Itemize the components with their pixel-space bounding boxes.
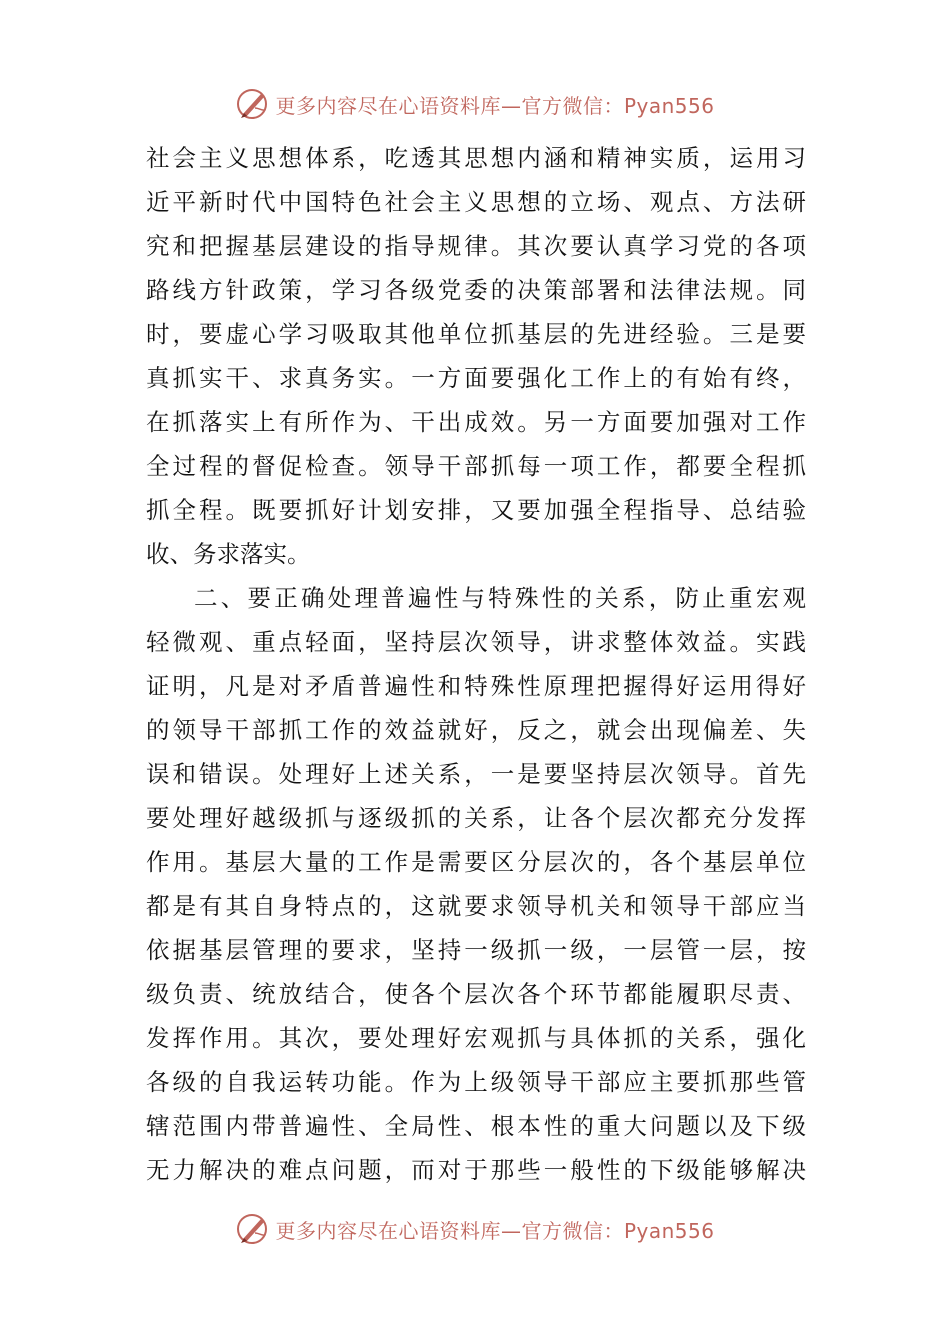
text-line: 作用。基层大量的工作是需要区分层次的，各个基层单位	[146, 848, 806, 876]
text-line: 社会主义思想体系，吃透其思想内涵和精神实质，运用习	[146, 144, 806, 172]
text-line: 的领导干部抓工作的效益就好，反之，就会出现偏差、失	[146, 716, 806, 744]
text-line: 抓全程。既要抓好计划安排，又要加强全程指导、总结验	[146, 496, 806, 524]
text-line: 收、务求落实。	[146, 540, 311, 568]
text-line: 真抓实干、求真务实。一方面要强化工作上的有始有终，	[146, 364, 806, 392]
text-line: 都是有其自身特点的，这就要求领导机关和领导干部应当	[146, 892, 806, 920]
pen-logo-icon	[235, 1211, 271, 1247]
text-line: 路线方针政策，学习各级党委的决策部署和法律法规。同	[146, 276, 806, 304]
paragraph-start-line: 二、要正确处理普遍性与特殊性的关系，防止重宏观	[194, 584, 806, 612]
text-line: 误和错误。处理好上述关系，一是要坚持层次领导。首先	[146, 760, 806, 788]
text-line: 全过程的督促检查。领导干部抓每一项工作，都要全程抓	[146, 452, 806, 480]
text-line: 究和把握基层建设的指导规律。其次要认真学习党的各项	[146, 232, 806, 260]
text-line: 证明，凡是对矛盾普遍性和特殊性原理把握得好运用得好	[146, 672, 806, 700]
text-line: 发挥作用。其次，要处理好宏观抓与具体抓的关系，强化	[146, 1024, 806, 1052]
text-line: 各级的自我运转功能。作为上级领导干部应主要抓那些管	[146, 1068, 806, 1096]
text-line: 时，要虚心学习吸取其他单位抓基层的先进经验。三是要	[146, 320, 806, 348]
text-line: 轻微观、重点轻面，坚持层次领导，讲求整体效益。实践	[146, 628, 806, 656]
document-body	[146, 136, 806, 1192]
pen-logo-icon	[235, 86, 271, 122]
header-banner-text: 更多内容尽在心语资料库—官方微信：Pyan556	[275, 93, 715, 118]
footer-banner-text: 更多内容尽在心语资料库—官方微信：Pyan556	[275, 1218, 715, 1243]
text-line: 辖范围内带普遍性、全局性、根本性的重大问题以及下级	[146, 1112, 806, 1140]
text-line: 在抓落实上有所作为、干出成效。另一方面要加强对工作	[146, 408, 806, 436]
text-line: 近平新时代中国特色社会主义思想的立场、观点、方法研	[146, 188, 806, 216]
header-banner	[0, 86, 950, 122]
text-line: 依据基层管理的要求，坚持一级抓一级，一层管一层，按	[146, 936, 806, 964]
footer-banner	[0, 1211, 950, 1247]
text-line: 级负责、统放结合，使各个层次各个环节都能履职尽责、	[146, 980, 806, 1008]
text-line: 要处理好越级抓与逐级抓的关系，让各个层次都充分发挥	[146, 804, 806, 832]
text-line: 无力解决的难点问题，而对于那些一般性的下级能够解决	[146, 1156, 806, 1184]
